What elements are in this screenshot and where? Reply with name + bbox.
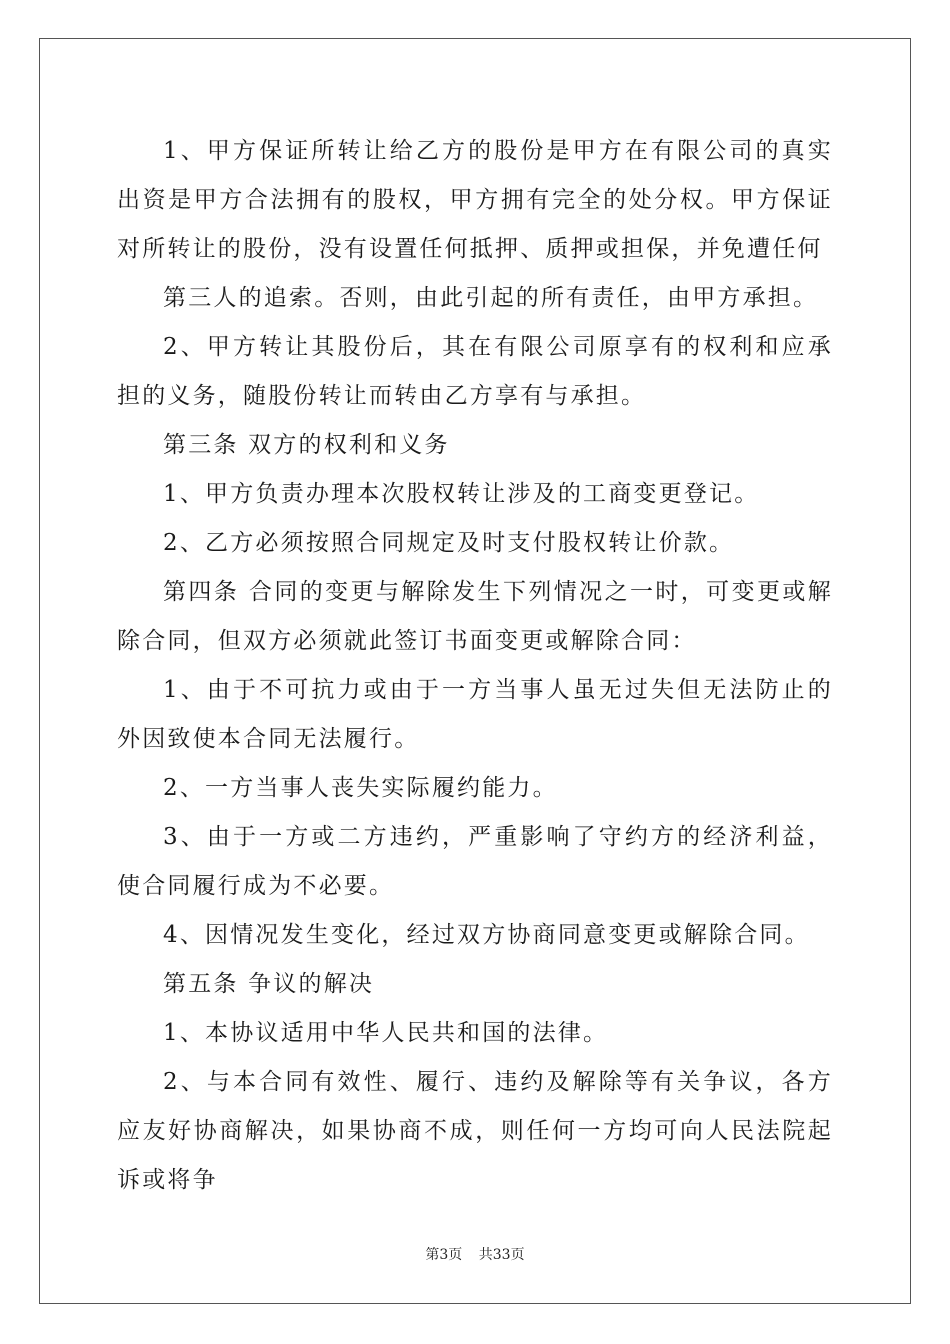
paragraph: 1、甲方负责办理本次股权转让涉及的工商变更登记。 <box>163 481 760 507</box>
section-heading: 第四条 合同的变更与解除发生下列情况之一时，可变更或解除合同，但双方必须就此签订书面变更或解除合同： <box>117 579 833 654</box>
paragraph: 2、甲方转让其股份后，其在有限公司原享有的权利和应承担的义务，随股份转让而转由乙方享有与承担。 <box>117 334 833 409</box>
total-pages: 共33页 <box>478 1247 525 1263</box>
section-heading: 第五条 争议的解决 <box>163 971 375 997</box>
paragraph: 2、与本合同有效性、履行、违约及解除等有关争议，各方应友好协商解决，如果协商不成，则任何一方均可向人民法院起诉或将争 <box>117 1069 833 1193</box>
page-footer <box>0 1244 950 1264</box>
section-heading: 第三条 双方的权利和义务 <box>163 432 450 458</box>
paragraph: 3、由于一方或二方违约，严重影响了守约方的经济利益，使合同履行成为不必要。 <box>117 824 833 899</box>
paragraph: 2、一方当事人丧失实际履约能力。 <box>163 775 558 801</box>
paragraph: 4、因情况发生变化，经过双方协商同意变更或解除合同。 <box>163 922 810 948</box>
paragraph: 第三人的追索。否则，由此引起的所有责任，由甲方承担。 <box>163 285 819 311</box>
page-number: 第3页 <box>425 1247 463 1263</box>
paragraph: 1、本协议适用中华人民共和国的法律。 <box>163 1020 609 1046</box>
paragraph: 1、由于不可抗力或由于一方当事人虽无过失但无法防止的外因致使本合同无法履行。 <box>117 677 833 752</box>
document-body <box>117 127 833 1205</box>
paragraph: 2、乙方必须按照合同规定及时支付股权转让价款。 <box>163 530 735 556</box>
paragraph: 1、甲方保证所转让给乙方的股份是甲方在有限公司的真实出资是甲方合法拥有的股权，甲方拥有完全的处分权。甲方保证对所转让的股份，没有设置任何抵押、质押或担保，并免遭任何 <box>117 138 833 262</box>
